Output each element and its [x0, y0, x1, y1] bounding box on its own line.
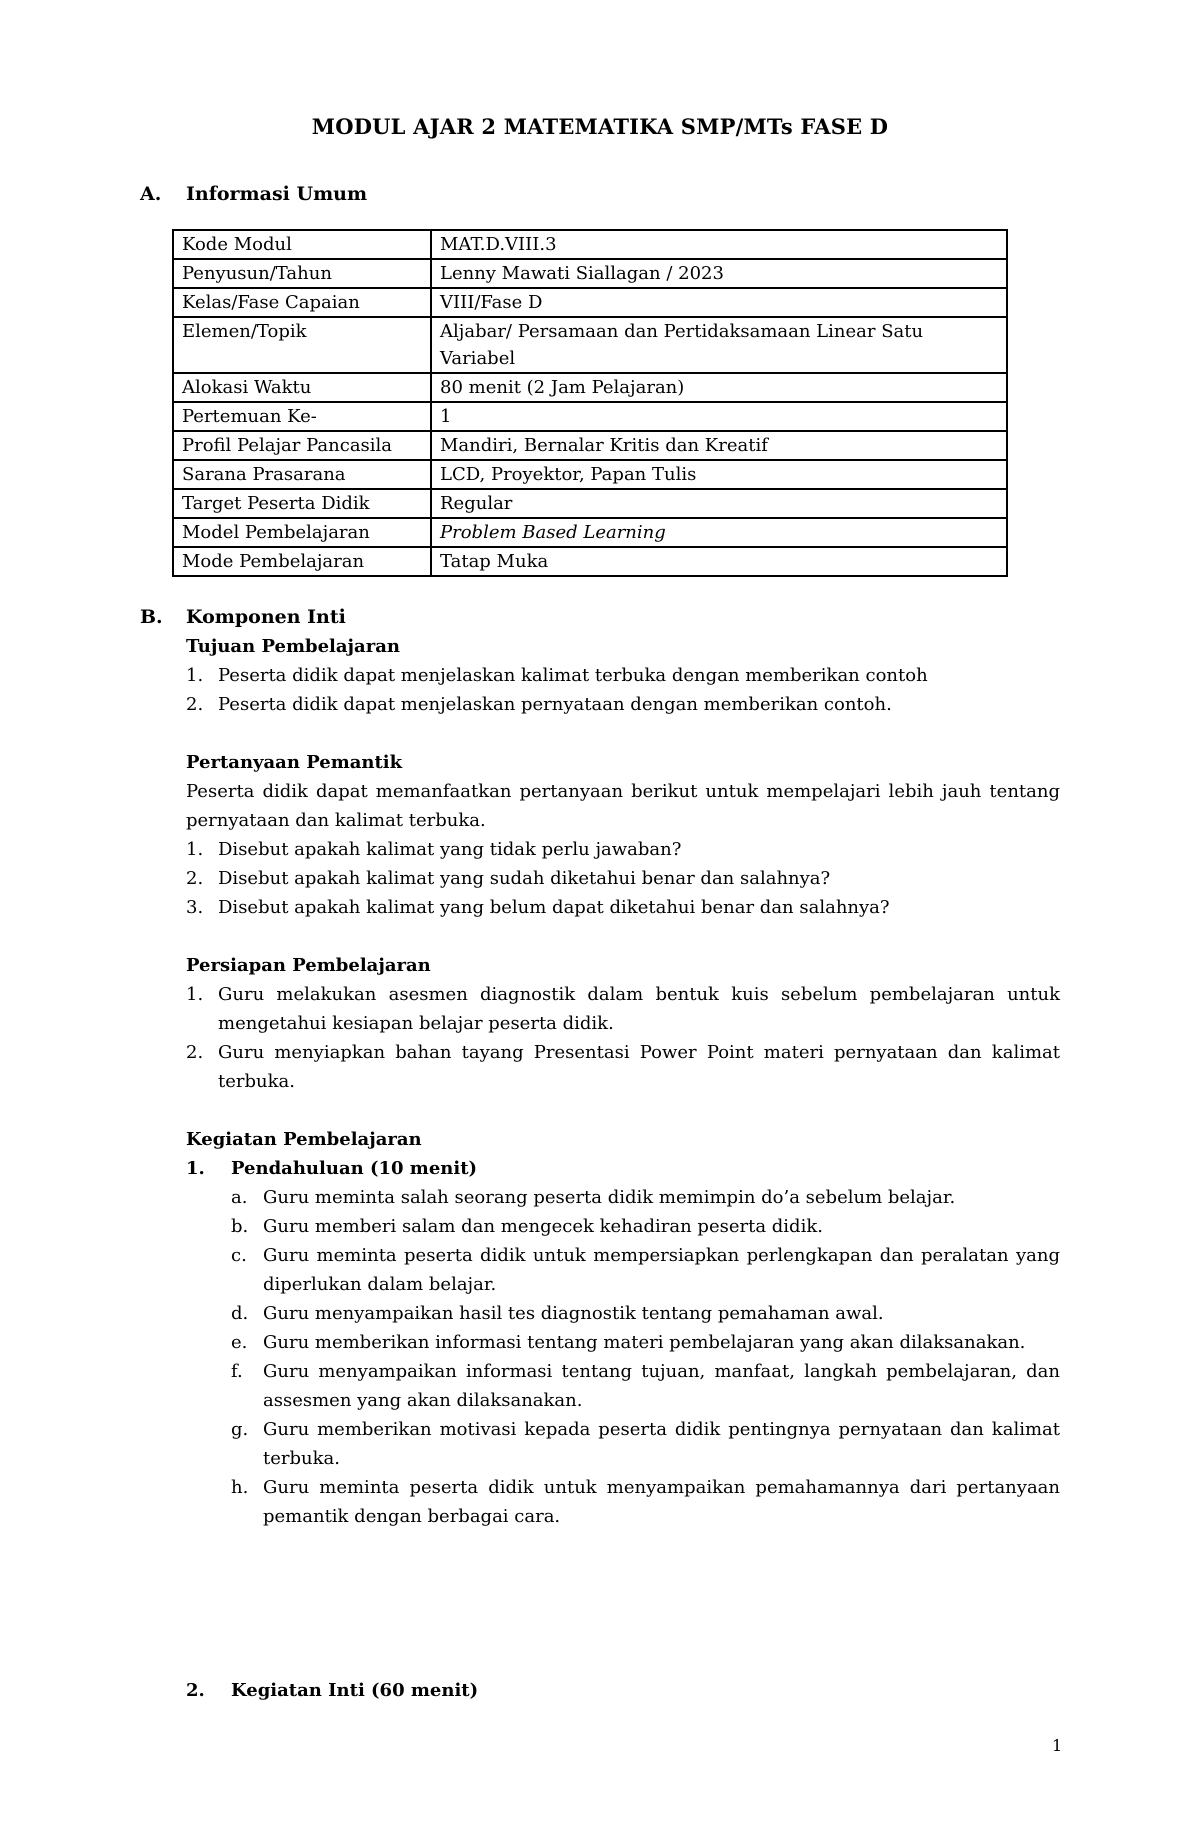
- list-letter: g.: [231, 1419, 249, 1440]
- row-label: Mode Pembelajaran: [173, 547, 431, 576]
- list-text: Guru melakukan asesmen diagnostik dalam bentuk kuis sebelum pembelajaran untuk mengetahui kesiapan belajar peserta didik.: [218, 984, 1060, 1034]
- list-item: [186, 1038, 1060, 1096]
- section-b-letter: B.: [140, 606, 163, 628]
- table-row: [173, 317, 1007, 373]
- list-item: [186, 864, 1060, 893]
- persiapan-list: [186, 980, 1060, 1096]
- list-number: 3.: [186, 897, 204, 918]
- table-row: [173, 288, 1007, 317]
- table-row: [173, 259, 1007, 288]
- list-text: Peserta didik dapat menjelaskan pernyataan dengan memberikan contoh.: [218, 694, 892, 715]
- list-text: Guru meminta salah seorang peserta didik memimpin do’a sebelum belajar.: [263, 1187, 956, 1208]
- kegiatan-heading: Kegiatan Pembelajaran: [186, 1129, 422, 1150]
- table-row: [173, 518, 1007, 547]
- row-label: Kode Modul: [173, 230, 431, 259]
- table-row: [173, 460, 1007, 489]
- phase-title: Pendahuluan (10 menit): [231, 1158, 478, 1179]
- list-item: [231, 1183, 1060, 1212]
- list-number: 2.: [186, 868, 204, 889]
- row-label: Alokasi Waktu: [173, 373, 431, 402]
- pertanyaan-intro: Peserta didik dapat memanfaatkan pertanyaan berikut untuk mempelajari lebih jauh tentang pernyataan dan kalimat terbuka.: [186, 781, 1060, 831]
- row-value: LCD, Proyektor, Papan Tulis: [431, 460, 1007, 489]
- tujuan-heading: Tujuan Pembelajaran: [186, 636, 400, 657]
- list-text: Guru meminta peserta didik untuk menyampaikan pemahamannya dari pertanyaan pemantik dengan berbagai cara.: [263, 1477, 1060, 1527]
- row-value: Problem Based Learning: [431, 518, 1007, 547]
- row-value: Mandiri, Bernalar Kritis dan Kreatif: [431, 431, 1007, 460]
- list-number: 1.: [186, 839, 204, 860]
- list-text: Guru memberikan informasi tentang materi pembelajaran yang akan dilaksanakan.: [263, 1332, 1026, 1353]
- row-label: Elemen/Topik: [173, 317, 431, 373]
- list-text: Disebut apakah kalimat yang belum dapat diketahui benar dan salahnya?: [218, 897, 890, 918]
- list-item: [186, 835, 1060, 864]
- list-number: 2.: [186, 1042, 204, 1063]
- list-text: Guru meminta peserta didik untuk mempersiapkan perlengkapan dan peralatan yang diperlukan dalam belajar.: [263, 1245, 1060, 1295]
- row-value: Lenny Mawati Siallagan / 2023: [431, 259, 1007, 288]
- row-label: Target Peserta Didik: [173, 489, 431, 518]
- tujuan-list: [186, 661, 1060, 719]
- list-item: [186, 661, 1060, 690]
- page-number: 1: [1052, 1736, 1063, 1755]
- list-letter: a.: [231, 1187, 248, 1208]
- list-text: Disebut apakah kalimat yang sudah diketahui benar dan salahnya?: [218, 868, 831, 889]
- list-letter: e.: [231, 1332, 248, 1353]
- table-row: [173, 489, 1007, 518]
- persiapan-heading: Persiapan Pembelajaran: [186, 955, 431, 976]
- row-value: Aljabar/ Persamaan dan Pertidaksamaan Linear Satu Variabel: [431, 317, 1007, 373]
- row-label: Kelas/Fase Capaian: [173, 288, 431, 317]
- pertanyaan-heading: Pertanyaan Pemantik: [186, 752, 403, 773]
- row-label: Model Pembelajaran: [173, 518, 431, 547]
- section-b-heading: [140, 603, 1060, 632]
- table-row: [173, 431, 1007, 460]
- list-text: Disebut apakah kalimat yang tidak perlu jawaban?: [218, 839, 682, 860]
- row-value: 80 menit (2 Jam Pelajaran): [431, 373, 1007, 402]
- table-row: [173, 373, 1007, 402]
- section-a-title: Informasi Umum: [186, 183, 368, 205]
- list-letter: f.: [231, 1361, 243, 1382]
- list-letter: h.: [231, 1477, 249, 1498]
- row-value: MAT.D.VIII.3: [431, 230, 1007, 259]
- table-row: [173, 230, 1007, 259]
- list-item: [231, 1241, 1060, 1299]
- phase-number: 1.: [186, 1158, 205, 1179]
- phase-number: 2.: [186, 1680, 205, 1701]
- list-item: [231, 1357, 1060, 1415]
- list-item: [231, 1212, 1060, 1241]
- list-text: Guru menyiapkan bahan tayang Presentasi Power Point materi pernyataan dan kalimat terbuka.: [218, 1042, 1060, 1092]
- section-b-title: Komponen Inti: [186, 606, 346, 628]
- section-b-body: [186, 632, 1060, 1705]
- list-letter: b.: [231, 1216, 249, 1237]
- list-letter: d.: [231, 1303, 249, 1324]
- info-table: [172, 229, 1008, 577]
- section-a-letter: A.: [140, 183, 162, 205]
- row-label: Penyusun/Tahun: [173, 259, 431, 288]
- list-item: [186, 980, 1060, 1038]
- list-number: 1.: [186, 984, 204, 1005]
- phase-title: Kegiatan Inti (60 menit): [231, 1680, 479, 1701]
- list-item: [231, 1415, 1060, 1473]
- list-number: 1.: [186, 665, 204, 686]
- page-title: MODUL AJAR 2 MATEMATIKA SMP/MTs FASE D: [311, 114, 889, 139]
- list-letter: c.: [231, 1245, 247, 1266]
- row-label: Profil Pelajar Pancasila: [173, 431, 431, 460]
- list-item: [231, 1473, 1060, 1531]
- list-text: Peserta didik dapat menjelaskan kalimat terbuka dengan memberikan contoh: [218, 665, 928, 686]
- table-row: [173, 547, 1007, 576]
- list-text: Guru menyampaikan informasi tentang tujuan, manfaat, langkah pembelajaran, dan assesmen yang akan dilaksanakan.: [263, 1361, 1060, 1411]
- phase-pendahuluan: [186, 1154, 1060, 1183]
- table-row: [173, 402, 1007, 431]
- pendahuluan-list: [231, 1183, 1060, 1531]
- row-value: 1: [431, 402, 1007, 431]
- section-a-heading: [140, 180, 1060, 209]
- list-item: [186, 690, 1060, 719]
- document-body: [140, 180, 1060, 1705]
- list-text: Guru memberi salam dan mengecek kehadiran peserta didik.: [263, 1216, 823, 1237]
- pertanyaan-list: [186, 835, 1060, 922]
- list-item: [231, 1328, 1060, 1357]
- list-number: 2.: [186, 694, 204, 715]
- list-item: [186, 893, 1060, 922]
- row-value: Tatap Muka: [431, 547, 1007, 576]
- phase-kegiatan-inti: [186, 1676, 1060, 1705]
- row-label: Pertemuan Ke-: [173, 402, 431, 431]
- list-item: [231, 1299, 1060, 1328]
- row-label: Sarana Prasarana: [173, 460, 431, 489]
- list-text: Guru memberikan motivasi kepada peserta didik pentingnya pernyataan dan kalimat terbuka.: [263, 1419, 1060, 1469]
- row-value: Regular: [431, 489, 1007, 518]
- row-value: VIII/Fase D: [431, 288, 1007, 317]
- list-text: Guru menyampaikan hasil tes diagnostik tentang pemahaman awal.: [263, 1303, 884, 1324]
